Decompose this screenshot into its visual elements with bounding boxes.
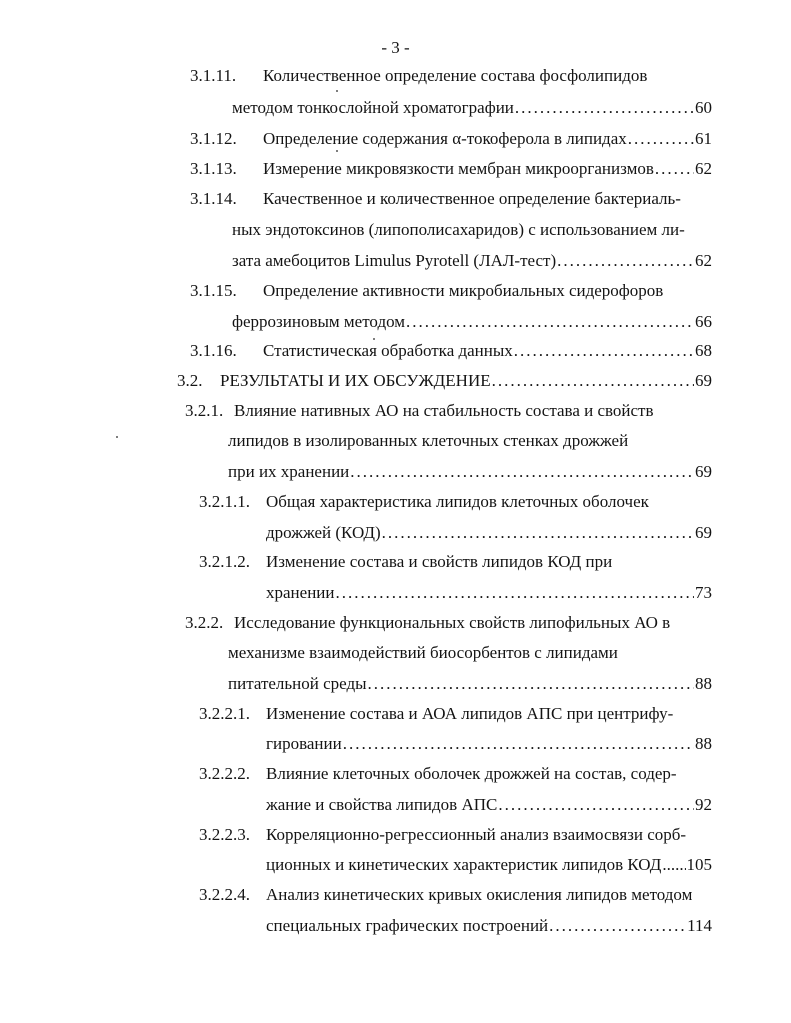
toc-page: 62 xyxy=(695,251,712,270)
toc-leader-line xyxy=(232,251,712,271)
toc-leader-line xyxy=(266,523,712,543)
toc-title-line: Определение содержания α-токоферола в липидах xyxy=(263,129,627,148)
toc-number: 3.2.2.4. xyxy=(199,885,250,904)
toc-title-line: феррозиновым методом xyxy=(232,312,406,331)
toc-title-line: Анализ кинетических кривых окисления липидов методом xyxy=(266,885,693,904)
toc-number: 3.1.12. xyxy=(190,129,237,148)
toc-page: 105 xyxy=(686,855,712,874)
toc-leader-line xyxy=(228,674,712,694)
toc-page: 69 xyxy=(695,462,712,481)
toc-title-line: гировании xyxy=(266,734,342,753)
toc-number: 3.2.2. xyxy=(185,613,224,632)
toc-number: 3.1.16. xyxy=(190,341,237,360)
dot-leader xyxy=(628,129,694,149)
dot-leader xyxy=(514,341,694,361)
toc-number: 3.2.2.1. xyxy=(199,704,250,723)
toc-title-line: Качественное и количественное определение бактериаль- xyxy=(263,189,681,208)
toc-title-line: Изменение состава и АОА липидов АПС при центрифу- xyxy=(266,704,674,723)
toc-number: 3.1.11. xyxy=(190,66,237,85)
toc-title-line: специальных графических построений xyxy=(266,916,549,935)
dot-leader xyxy=(498,795,694,815)
toc-title-line: Влияние нативных АО на стабильность состава и свойств xyxy=(234,401,654,420)
toc-number: 3.2.1. xyxy=(185,401,224,420)
toc-page: 69 xyxy=(695,371,712,390)
dot-leader xyxy=(515,98,694,118)
toc-page: 88 xyxy=(695,734,712,753)
toc-number: 3.2.1.2. xyxy=(199,552,250,571)
toc-page: 66 xyxy=(695,312,712,331)
dot-leader xyxy=(662,855,685,875)
toc-title-line: Изменение состава и свойств липидов КОД при xyxy=(266,552,613,571)
dot-leader xyxy=(343,734,694,754)
toc-title-line: РЕЗУЛЬТАТЫ И ИХ ОБСУЖДЕНИЕ xyxy=(220,371,491,390)
toc-page: 61 xyxy=(695,129,712,148)
toc-number: 3.2.1.1. xyxy=(199,492,250,511)
toc-leader-line xyxy=(232,98,712,118)
toc-title-line: хранении xyxy=(266,583,335,602)
toc-title-line: ных эндотоксинов (липополисахаридов) с использованием ли- xyxy=(232,220,685,239)
toc-title-line: липидов в изолированных клеточных стенках дрожжей xyxy=(228,431,629,450)
toc-page: 73 xyxy=(695,583,712,602)
dot-leader xyxy=(492,371,694,391)
toc-title-line: питательной среды xyxy=(228,674,367,693)
toc-number: 3.2.2.2. xyxy=(199,764,250,783)
scan-speck xyxy=(116,436,118,438)
dot-leader xyxy=(655,159,694,179)
toc-title-line: Измерение микровязкости мембран микроорганизмов xyxy=(263,159,654,178)
toc-leader-line xyxy=(232,312,712,332)
toc-title-line: ционных и кинетических характеристик липидов КОД xyxy=(266,855,662,874)
toc-title-line: Корреляционно-регрессионный анализ взаимосвязи сорб- xyxy=(266,825,687,844)
toc-title-line: Статистическая обработка данных xyxy=(263,341,513,360)
dot-leader xyxy=(368,674,694,694)
dot-leader xyxy=(335,583,694,603)
toc-leader-line xyxy=(266,855,712,875)
toc-title-line: жание и свойства липидов АПС xyxy=(266,795,498,814)
toc-number: 3.1.13. xyxy=(190,159,237,178)
toc-title-line: Исследование функциональных свойств липофильных АО в xyxy=(234,613,671,632)
dot-leader xyxy=(382,523,694,543)
scan-speck xyxy=(336,90,338,92)
scan-speck xyxy=(373,338,375,340)
toc-title-line: зата амебоцитов Limulus Pyrotell (ЛАЛ-тест) xyxy=(232,251,557,270)
toc-leader-line xyxy=(220,371,712,391)
toc-number: 3.2. xyxy=(177,371,203,390)
scan-speck xyxy=(336,150,338,152)
dot-leader xyxy=(406,312,694,332)
toc-title-line: Определение активности микробиальных сидерофоров xyxy=(263,281,664,300)
toc-title-line: Влияние клеточных оболочек дрожжей на состав, содер- xyxy=(266,764,677,783)
toc-leader-line xyxy=(266,734,712,754)
dot-leader xyxy=(557,251,694,271)
toc-page: 69 xyxy=(695,523,712,542)
toc-leader-line xyxy=(263,159,712,179)
toc-leader-line xyxy=(263,129,712,149)
toc-leader-line xyxy=(266,916,712,936)
toc-number: 3.1.14. xyxy=(190,189,237,208)
toc-leader-line xyxy=(263,341,712,361)
toc-title-line: Общая характеристика липидов клеточных оболочек xyxy=(266,492,649,511)
toc-page: 68 xyxy=(695,341,712,360)
dot-leader xyxy=(350,462,694,482)
toc-number: 3.1.15. xyxy=(190,281,237,300)
toc-title-line: дрожжей (КОД) xyxy=(266,523,381,542)
toc-page: 62 xyxy=(695,159,712,178)
toc-page: 114 xyxy=(687,916,712,935)
dot-leader xyxy=(549,916,686,936)
toc-page: 60 xyxy=(695,98,712,117)
toc-leader-line xyxy=(266,583,712,603)
toc-title-line: Количественное определение состава фосфолипидов xyxy=(263,66,648,85)
toc-title-line: механизме взаимодействий биосорбентов с липидами xyxy=(228,643,618,662)
page-number: - 3 - xyxy=(381,38,410,57)
toc-leader-line xyxy=(266,795,712,815)
toc-title-line: методом тонкослойной хроматографии xyxy=(232,98,514,117)
toc-leader-line xyxy=(228,462,712,482)
toc-title-line: при их хранении xyxy=(228,462,350,481)
toc-number: 3.2.2.3. xyxy=(199,825,250,844)
toc-page: 88 xyxy=(695,674,712,693)
toc-page: 92 xyxy=(695,795,712,814)
